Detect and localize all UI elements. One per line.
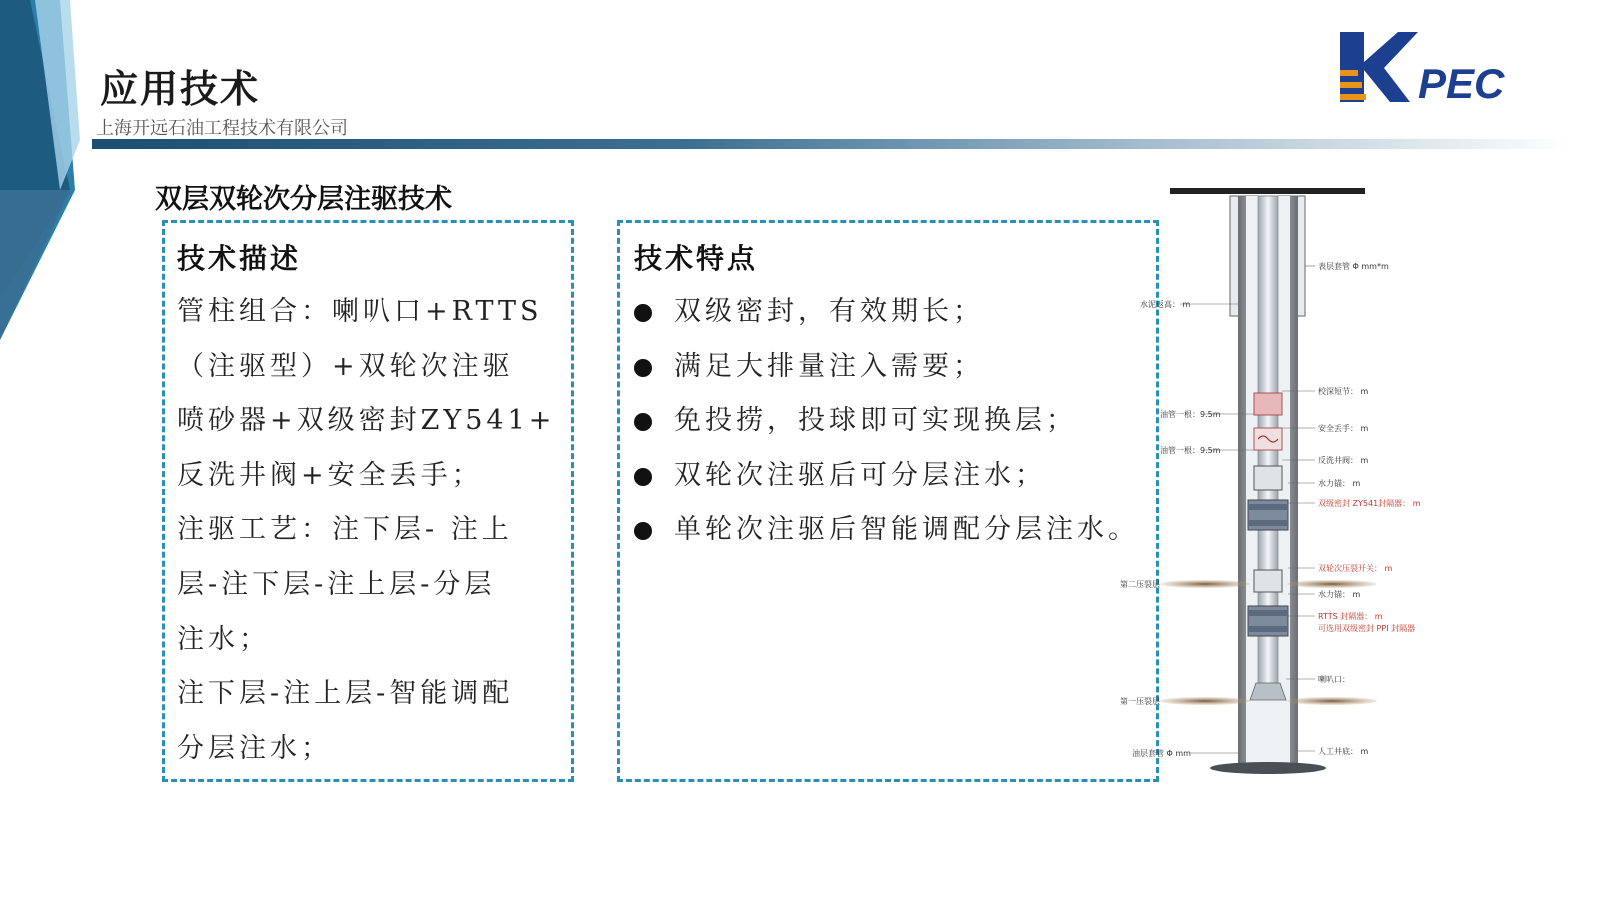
description-line: （注驱型）+双轮次注驱 (177, 350, 514, 382)
bullet-icon (634, 522, 652, 540)
description-heading: 技术描述 (177, 242, 302, 275)
feature-text: 双轮次注驱后可分层注水； (674, 459, 1046, 491)
description-line: 层-注下层-注上层-分层 (177, 568, 496, 600)
feature-item (634, 449, 1142, 504)
diagram-label: 双轮次压裂开关： m (1318, 564, 1393, 573)
bullet-icon (634, 304, 652, 322)
diagram-label: 安全丢手： m (1318, 424, 1369, 433)
section-title: 双层双轮次分层注驱技术 (155, 184, 452, 215)
header-divider (92, 139, 1572, 149)
description-line: 注水； (177, 623, 270, 655)
bullet-icon (634, 468, 652, 486)
diagram-label: 人工井底： m (1318, 747, 1369, 756)
corner-decoration (0, 0, 90, 360)
diagram-label: 反洗井阀： m (1318, 456, 1369, 465)
diagram-label: 水力锚： m (1318, 479, 1361, 488)
description-line: 注驱工艺：注下层- 注上 (177, 514, 513, 546)
diagram-label: 油层套管 Φ mm (1132, 749, 1191, 758)
feature-item (634, 503, 1142, 558)
bullet-icon (634, 359, 652, 377)
diagram-label: 第一压裂层 (1120, 697, 1160, 706)
logo-text: PEC (1418, 60, 1505, 107)
description-line: 喷砂器+双级密封ZY541+ (177, 405, 556, 437)
company-logo (1340, 30, 1520, 110)
page-title: 应用技术 (100, 67, 261, 111)
description-line: 注下层-注上层-智能调配 (177, 678, 514, 710)
diagram-label: 可选用双级密封 PPI 封隔器 (1318, 624, 1416, 633)
diagram-label: 表层套管 Φ mm*m (1318, 262, 1389, 271)
features-heading: 技术特点 (634, 242, 759, 275)
feature-item (634, 340, 1142, 395)
diagram-label: 油管一根：9.5m (1160, 410, 1221, 419)
diagram-label: 双级密封 ZY541封隔器： m (1318, 499, 1421, 508)
diagram-label: 校深短节： m (1318, 387, 1369, 396)
feature-text: 满足大排量注入需要； (674, 350, 984, 382)
diagram-label: 水力锚： m (1318, 590, 1361, 599)
description-line: 管柱组合：喇叭口+RTTS (177, 296, 543, 327)
company-name: 上海开远石油工程技术有限公司 (96, 118, 348, 139)
description-line: 分层注水； (177, 732, 332, 764)
features-panel (617, 220, 1159, 782)
feature-text: 单轮次注驱后智能调配分层注水。 (674, 514, 1139, 546)
bullet-icon (634, 413, 652, 431)
feature-text: 双级密封，有效期长； (674, 296, 984, 327)
description-panel (162, 220, 574, 782)
feature-item (634, 285, 1142, 340)
wellbore-diagram (1120, 188, 1590, 798)
description-line: 反洗井阀+安全丢手； (177, 459, 483, 491)
feature-text: 免投捞，投球即可实现换层； (674, 405, 1077, 437)
diagram-label: 第二压裂层 (1120, 580, 1160, 589)
feature-item (634, 394, 1142, 449)
diagram-label: RTTS 封隔器： m (1318, 612, 1383, 621)
diagram-label: 油管一根：9.5m (1160, 446, 1221, 455)
diagram-label: 喇叭口： (1318, 675, 1350, 684)
diagram-label: 水泥返高： m (1140, 300, 1191, 309)
features-list (634, 285, 1142, 558)
